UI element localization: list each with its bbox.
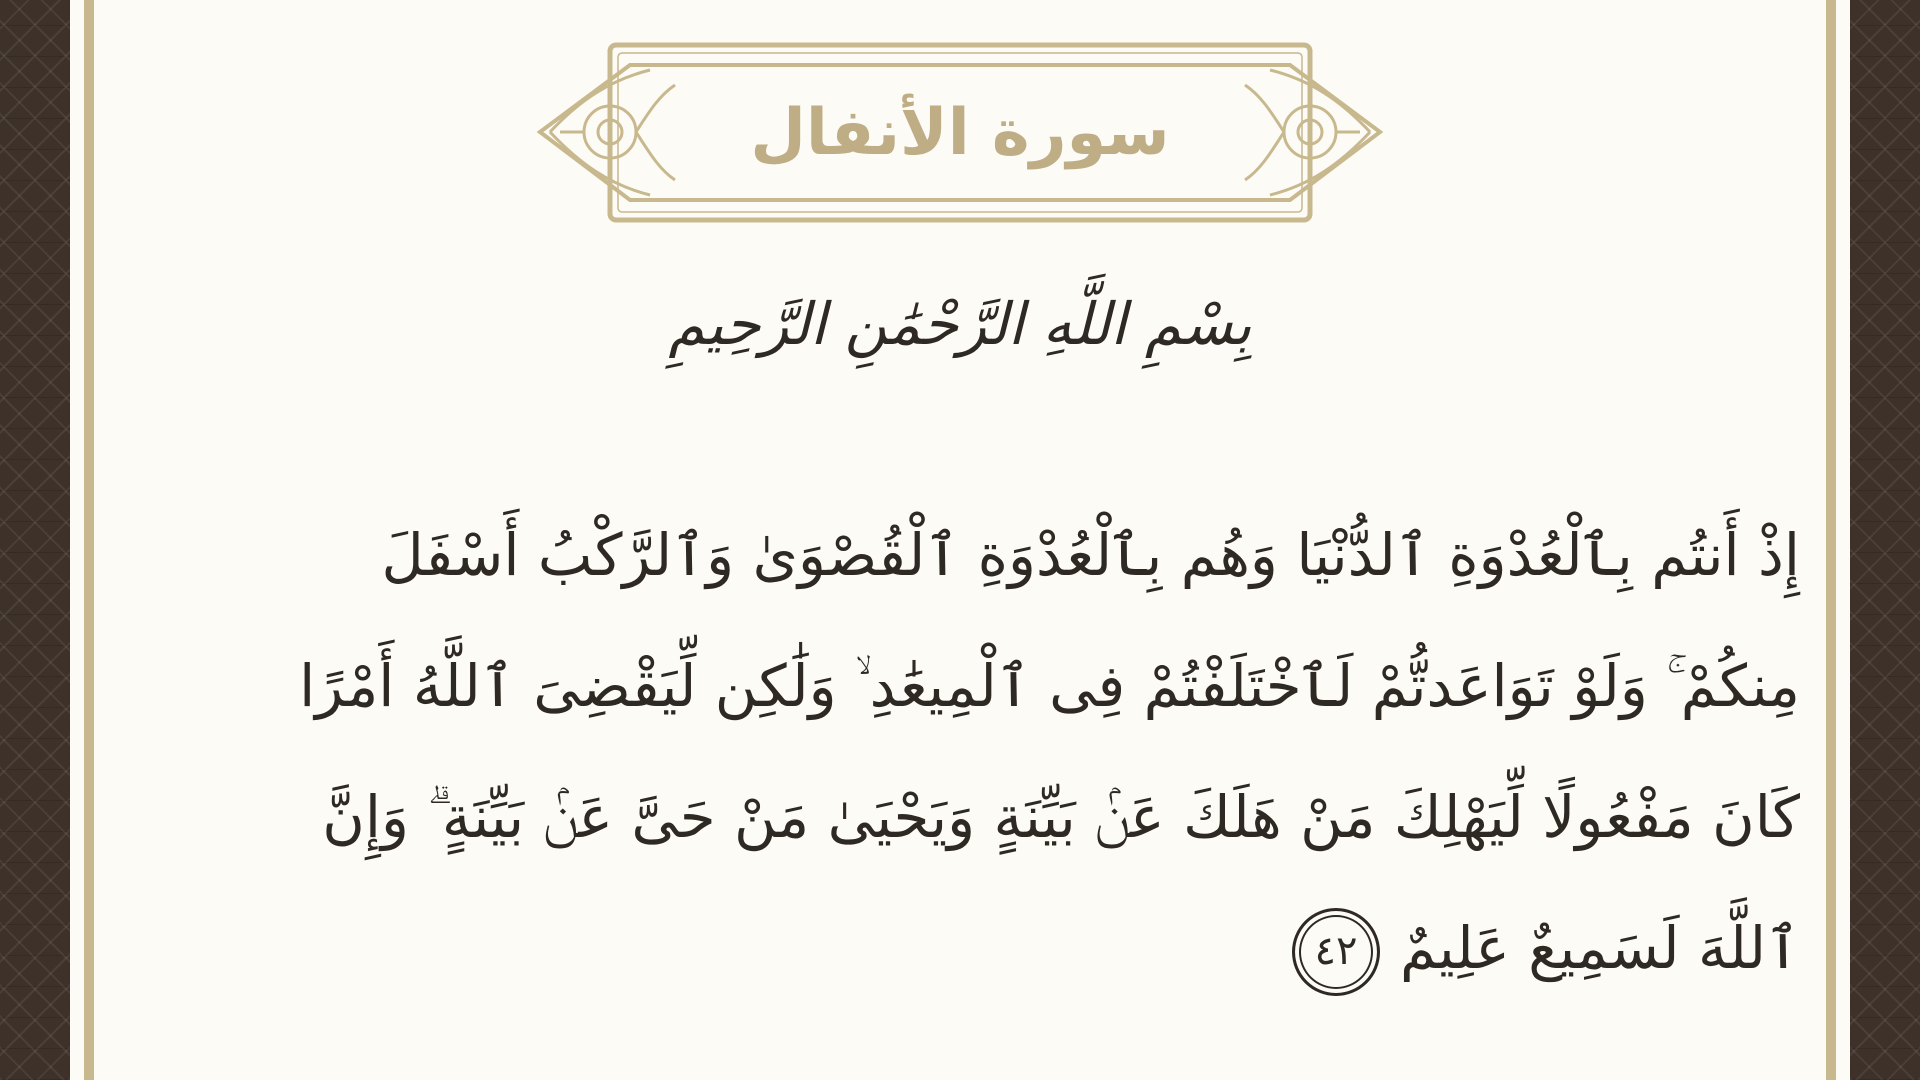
verse-text — [200, 490, 1800, 1014]
verse-line: كَانَ مَفْعُولًا لِّيَهْلِكَ مَنْ هَلَكَ عَنۢ بَيِّنَةٍ وَيَحْيَىٰ مَنْ حَىَّ عَنۢ بَيِّنَةٍ ۗ وَإِنَّ — [322, 783, 1800, 851]
basmala: بِسْمِ اللَّهِ الرَّحْمَٰنِ الرَّحِيمِ — [668, 290, 1252, 358]
verse-line-last — [200, 883, 1800, 1014]
right-gold-border — [1826, 0, 1836, 1080]
left-gold-border — [84, 0, 94, 1080]
verse-line: إِذْ أَنتُم بِٱلْعُدْوَةِ ٱلدُّنْيَا وَهُم بِٱلْعُدْوَةِ ٱلْقُصْوَىٰ وَٱلرَّكْبُ أَسْفَلَ — [381, 521, 1800, 589]
verse-line: مِنكُمْ ۚ وَلَوْ تَوَاعَدتُّمْ لَٱخْتَلَفْتُمْ فِى ٱلْمِيعَٰدِ ۙ وَلَٰكِن لِّيَقْضِىَ ٱللَّهُ أَمْرًا — [299, 652, 1800, 720]
surah-title: سورة الأنفال — [750, 95, 1170, 170]
left-ornament-panel — [0, 0, 70, 1080]
surah-title-frame — [500, 40, 1420, 225]
right-ornament-panel — [1850, 0, 1920, 1080]
ayah-number-marker: ٤٢ — [1292, 908, 1380, 996]
verse-line-text: ٱللَّهَ لَسَمِيعٌ عَلِيمٌ — [1399, 914, 1800, 982]
